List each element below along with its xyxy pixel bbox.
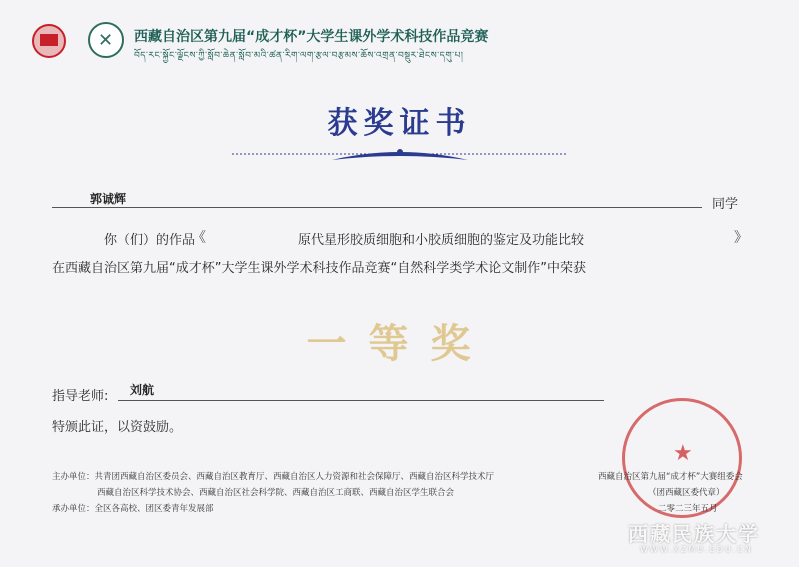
host-units-line2: 西藏自治区科学技术协会、西藏自治区社会科学院、西藏自治区工商联、西藏自治区学生联合会	[97, 488, 455, 498]
official-seal-icon: ★	[622, 398, 742, 518]
stamp-note: （团西藏区委代章）	[648, 488, 725, 498]
closing-sentence: 特颁此证，以资鼓励。	[52, 420, 183, 435]
work-prefix: 你（们）的作品	[104, 233, 196, 248]
communist-youth-league-logo	[32, 24, 66, 58]
competition-header-tibetan: བོད་རང་སྐྱོང་ལྗོངས་ཀྱི་སློབ་ཆེན་སློབ་མའི་ཚན་རིག་ལག་རྩལ་བརྩམས་ཆོས་འགྲན་བསྡུར་ཐེངས་དགུ་པ།	[134, 51, 464, 61]
recipient-name: 郭诚辉	[90, 192, 127, 206]
work-open-bracket: 《	[192, 230, 206, 246]
advisor-label: 指导老师:	[52, 389, 109, 404]
organizer-units: 承办单位：全区各高校、团区委青年发展部	[52, 504, 214, 514]
committee-name: 西藏自治区第九届“成才杯”大赛组委会	[598, 472, 743, 482]
title-ornament-icon	[232, 146, 568, 166]
prize-level: 一等奖	[306, 321, 493, 367]
certificate-title: 获奖证书	[327, 106, 472, 141]
advisor-name: 刘航	[130, 383, 155, 397]
host-units-line1: 主办单位：共青团西藏自治区委员会、西藏自治区教育厅、西藏自治区人力资源和社会保障厅、西藏自治区科学技术厅	[52, 472, 495, 482]
recipient-suffix: 同学	[712, 197, 739, 212]
competition-logo: ✕	[88, 22, 124, 58]
watermark-school: 西藏民族大学	[628, 522, 760, 546]
work-close-bracket: 》	[734, 230, 748, 246]
work-title: 原代星形胶质细胞和小胶质细胞的鉴定及功能比较	[298, 233, 585, 248]
issue-date: 二零二三年五月	[658, 504, 718, 514]
advisor-underline	[118, 400, 604, 401]
competition-header-title: 西藏自治区第九届“成才杯”大学生课外学术科技作品竞赛	[134, 29, 489, 45]
watermark-url: WWW.XZMU.EDU.CN	[640, 545, 753, 554]
recipient-underline	[52, 207, 702, 208]
competition-line: 在西藏自治区第九届“成才杯”大学生课外学术科技作品竞赛“自然科学类学术论文制作”中荣获	[52, 261, 586, 276]
